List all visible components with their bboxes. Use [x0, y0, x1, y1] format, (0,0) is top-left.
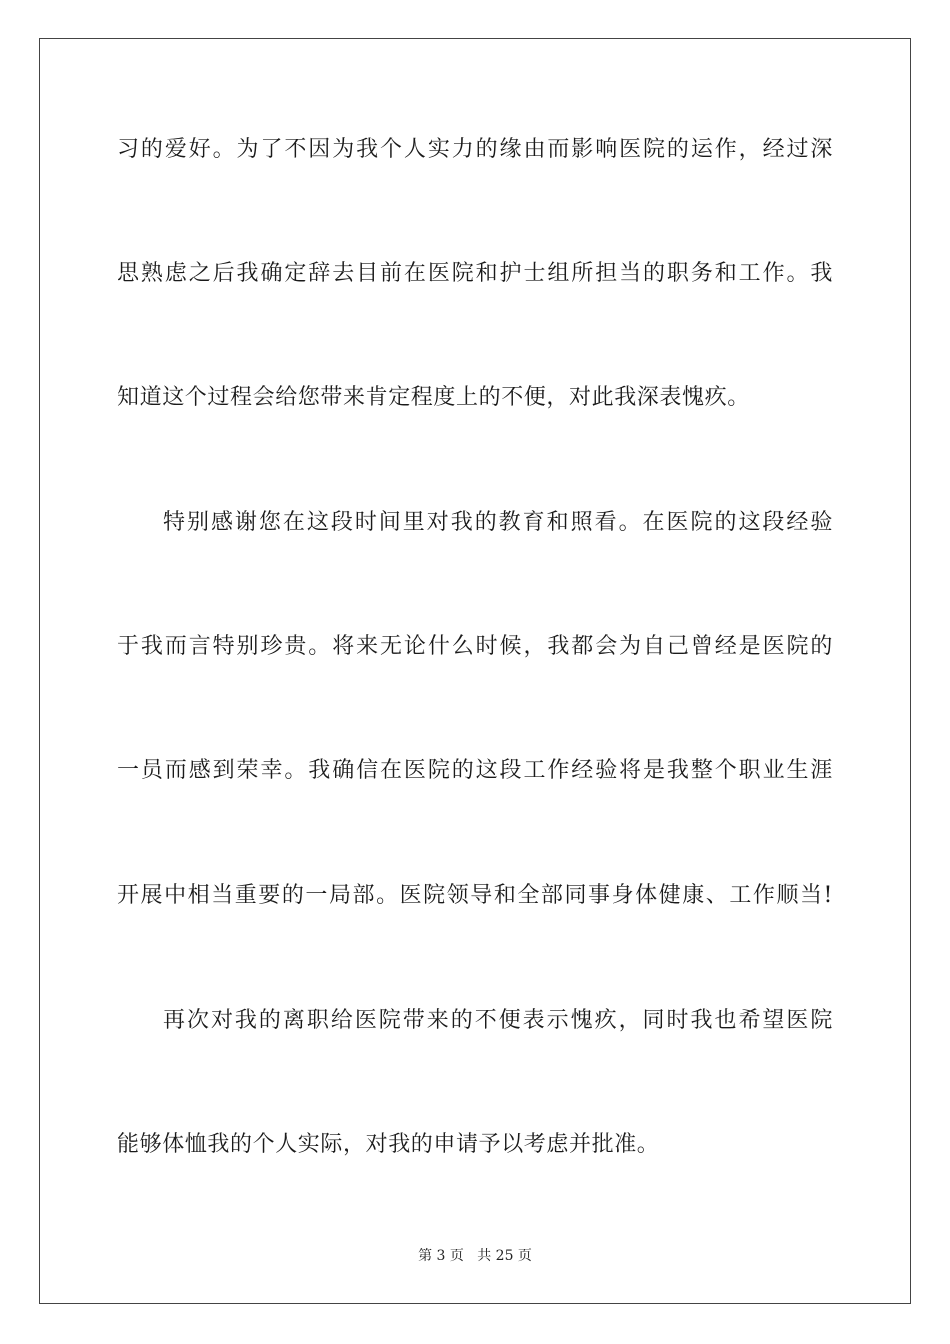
body-text-line: 一员而感到荣幸。我确信在医院的这段工作经验将是我整个职业生涯: [117, 758, 833, 783]
body-text-line: 知道这个过程会给您带来肯定程度上的不便，对此我深表愧疚。: [117, 385, 750, 410]
page-number-footer: 第 3 页 共 25 页: [418, 1248, 532, 1264]
body-text-line: 习的爱好。为了不因为我个人实力的缘由而影响医院的运作，经过深: [117, 137, 833, 162]
page-border: [39, 38, 911, 1304]
body-text-line: 开展中相当重要的一局部。医院领导和全部同事身体健康、工作顺当!: [117, 883, 833, 908]
body-text-line: 思熟虑之后我确定辞去目前在医院和护士组所担当的职务和工作。我: [117, 261, 833, 286]
body-text-line: 能够体恤我的个人实际，对我的申请予以考虑并批准。: [117, 1132, 660, 1157]
body-text-line: 于我而言特别珍贵。将来无论什么时候，我都会为自己曾经是医院的: [117, 634, 833, 659]
paragraph-start-line: 特别感谢您在这段时间里对我的教育和照看。在医院的这段经验: [163, 510, 833, 535]
paragraph-start-line: 再次对我的离职给医院带来的不便表示愧疚，同时我也希望医院: [163, 1008, 833, 1033]
